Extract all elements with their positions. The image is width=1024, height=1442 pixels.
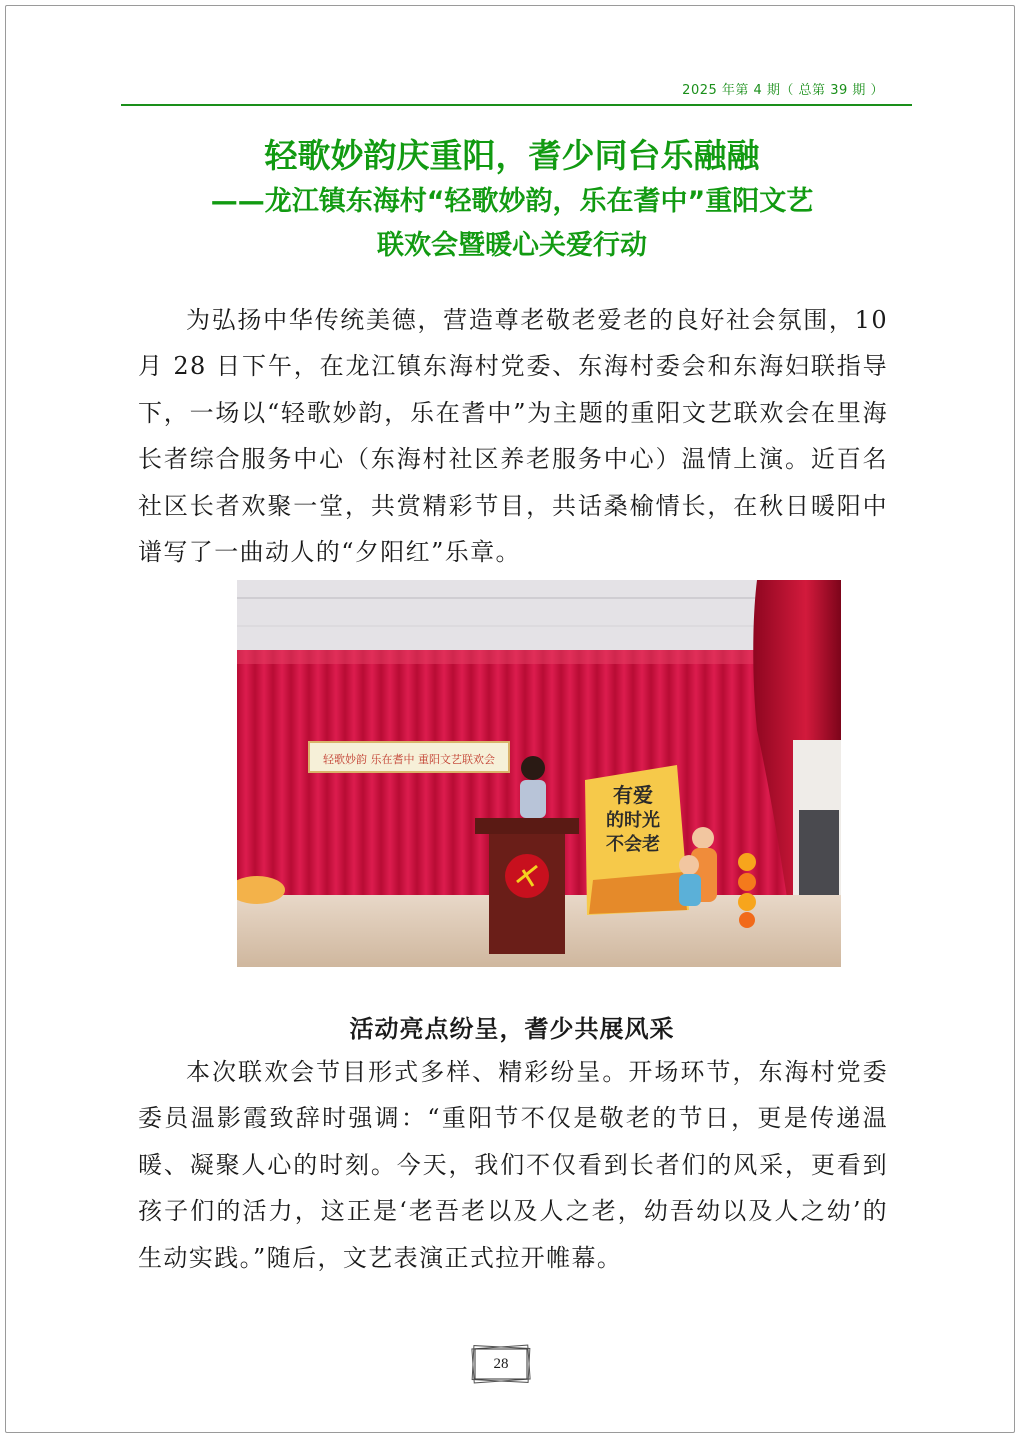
event-photo — [237, 580, 841, 967]
section-heading: 活动亮点纷呈，耆少共展风采 — [349, 1014, 675, 1043]
stage-illustration — [237, 580, 841, 967]
article-subtitle-line-1: ——龙江镇东海村“轻歌妙韵，乐在耆中”重阳文艺 — [210, 186, 814, 217]
board-text-3: 不会老 — [606, 834, 660, 855]
article-title-block — [100, 132, 924, 268]
article-subtitle-line-2: 联欢会暨暖心关爱行动 — [377, 230, 647, 261]
page-number-frame — [470, 1344, 532, 1384]
body-paragraph-highlights: 本次联欢会节目形式多样、精彩纷呈。开场环节，东海村党委委员温影霞致辞时强调：“重阳节不仅是敬老的节日，更是传递温暖、凝聚人心的时刻。今天，我们不仅看到长者们的风采，更看到孩子们的活力，这正是‘老吾老以及人之老，幼吾幼以及人之幼’的生动实践。”随后，文艺表演正式拉开帷幕。 — [138, 1058, 888, 1272]
header-divider — [121, 104, 912, 106]
body-paragraph-intro: 为弘扬中华传统美德，营造尊老敬老爱老的良好社会氛围，10 月 28 日下午，在龙江镇东海村党委、东海村委会和东海妇联指导下，一场以“轻歌妙韵，乐在耆中”为主题的重阳文艺联欢会在里海长者综合服务中心（东海村社区养老服务中心）温情上演。近百名社区长者欢聚一堂，共赏精彩节目，共话桑榆情长，在秋日暖阳中谱写了一曲动人的“夕阳红”乐章。 — [138, 306, 888, 567]
banner-text: 轻歌妙韵 乐在耆中 重阳文艺联欢会 — [323, 753, 495, 766]
issue-label: 2025 年第 4 期（ 总第 39 期 ） — [682, 83, 884, 98]
board-text-2: 的时光 — [606, 810, 660, 831]
page-number: 28 — [493, 1356, 509, 1372]
board-text-1: 有爱 — [613, 783, 653, 807]
article-title: 轻歌妙韵庆重阳，耆少同台乐融融 — [264, 136, 760, 175]
